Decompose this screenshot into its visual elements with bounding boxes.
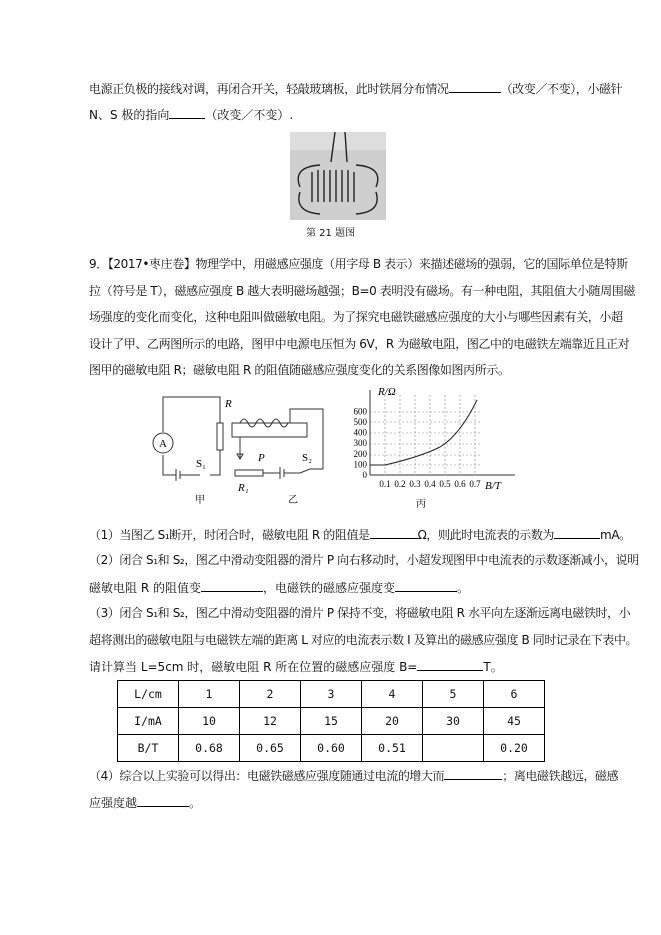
table-row — [118, 708, 545, 735]
x-tick-label: 0.3 — [409, 479, 421, 489]
table-cell: 3 — [301, 681, 362, 708]
table-cell: 20 — [362, 708, 423, 735]
label-yi: 乙 — [288, 495, 298, 506]
q9-part3: （3）闭合 S₁和 S₂，图乙中滑动变阻器的滑片 P 保持不变，将磁敏电阻 R 水平向左逐渐远离电磁铁时，小 — [89, 606, 631, 620]
y-tick-label: 100 — [353, 459, 367, 470]
figure-caption: 第 21 题图 — [306, 228, 356, 239]
s2-label: S₂ — [302, 452, 312, 464]
answer-blank[interactable] — [444, 767, 502, 780]
answer-blank[interactable] — [554, 526, 600, 539]
x-tick-label: 0.5 — [439, 479, 451, 489]
s1-label: S₁ — [196, 458, 206, 470]
y-tick-label: 600 — [353, 406, 367, 417]
table-cell: I/mA — [118, 708, 179, 735]
table-cell: 1 — [179, 681, 240, 708]
table-cell: 12 — [240, 708, 301, 735]
answer-blank[interactable] — [370, 526, 418, 539]
q9-line: 拉（符号是 T），磁感应强度 B 越大表明磁场越强；B=0 表明没有磁场。有一种电阻，其阻值大小随周围磁 — [89, 284, 635, 298]
y-tick-label: 300 — [353, 438, 367, 449]
r-label: R — [225, 398, 232, 410]
table-cell: 45 — [484, 708, 545, 735]
p-label: P — [258, 452, 265, 464]
label-bing: 丙 — [416, 499, 426, 510]
table-row — [118, 681, 545, 708]
x-axis-label: B/T — [485, 480, 501, 492]
table-cell: 30 — [423, 708, 484, 735]
table-cell: 0.60 — [301, 735, 362, 762]
table-row — [118, 735, 545, 762]
y-tick-label: 0 — [362, 470, 367, 480]
q9-line: 场强度的变化而变化，这种电阻叫做磁敏电阻。为了探究电磁铁磁感应强度的大小与哪些因素有关，小超 — [89, 310, 623, 324]
q9-part4: （4）综合以上实验可以得出：电磁铁磁感应强度随通过电流的增大而 ；离电磁铁越远，磁感 — [89, 769, 619, 783]
table-cell: 15 — [301, 708, 362, 735]
table-cell: 6 — [484, 681, 545, 708]
x-tick-label: 0.1 — [379, 479, 391, 489]
q9-line: 图甲的磁敏电阻 R；磁敏电阻 R 的阻值随磁感应强度变化的关系图像如图丙所示。 — [89, 363, 510, 377]
unit-ma: mA。 — [600, 528, 631, 542]
circuit-and-graph-figure — [130, 385, 530, 515]
y-tick-label: 500 — [353, 417, 367, 427]
x-tick-label: 0.6 — [454, 479, 466, 489]
answer-blank[interactable] — [417, 658, 483, 671]
y-axis-label: R/Ω — [378, 386, 396, 398]
q9-part3-question: 请计算当 L=5cm 时，磁敏电阻 R 所在位置的磁感应强度 B= T。 — [89, 660, 503, 674]
table-cell: 4 — [362, 681, 423, 708]
q9-part1: （1）当图乙 S₁断开，时闭合时，磁敏电阻 R 的阻值是 Ω，则此时电流表的示数为 mA。 — [89, 528, 631, 542]
table-cell: L/cm — [118, 681, 179, 708]
q9-part4-cont: 应强度越 。 — [89, 796, 202, 810]
answer-blank[interactable] — [137, 794, 189, 807]
table-cell: 0.51 — [362, 735, 423, 762]
q8-line2: N、S 极的指向 （改变／不变）. — [89, 108, 294, 122]
q9-part2-cont: 磁敏电阻 R 的阻值变 ，电磁铁的磁感应强度变 。 — [89, 581, 469, 595]
q9-part3-cont: 超将测出的磁敏电阻与电磁铁左端的距离 L 对应的电流表示数 I 及算出的磁感应强度 B 同时记录在下表中。 — [89, 633, 638, 647]
q9-part2: （2）闭合 S₁和 S₂，图乙中滑动变阻器的滑片 P 向右移动时，小超发现图甲中电流表的示数逐渐减小，说明 — [89, 553, 639, 567]
answer-blank[interactable] — [449, 80, 501, 93]
answer-blank[interactable] — [395, 579, 457, 592]
q9-line: 设计了甲、乙两图所示的电路，图甲中电源电压恒为 6V，R 为磁敏电阻，图乙中的电磁铁左端靠近且正对 — [89, 337, 630, 351]
x-tick-label: 0.7 — [469, 479, 481, 489]
table-cell: 2 — [240, 681, 301, 708]
table-cell: 0.20 — [484, 735, 545, 762]
x-tick-label: 0.2 — [394, 479, 406, 489]
table-cell: 0.68 — [179, 735, 240, 762]
label-jia: 甲 — [195, 495, 205, 506]
answer-blank[interactable] — [169, 106, 205, 119]
r1-label: R₁ — [238, 482, 249, 494]
y-tick-label: 200 — [353, 448, 367, 459]
table-cell — [423, 735, 484, 762]
data-table — [117, 680, 545, 762]
table-cell: B/T — [118, 735, 179, 762]
iron-filings-solenoid-image — [290, 132, 386, 220]
table-cell: 0.65 — [240, 735, 301, 762]
y-tick-label: 400 — [353, 427, 367, 438]
q8-line1: 电源正负极的接线对调，再闭合开关，轻敲玻璃板，此时铁屑分布情况 （改变／不变），小磁针 — [89, 82, 623, 96]
q9-line: 9．【2017•枣庄卷】物理学中，用磁感应强度（用字母 B 表示）来描述磁场的强弱，它的国际单位是特斯 — [89, 257, 628, 271]
table-cell: 5 — [423, 681, 484, 708]
table-cell: 10 — [179, 708, 240, 735]
ammeter-label: A — [159, 438, 167, 450]
answer-blank[interactable] — [201, 579, 263, 592]
x-tick-label: 0.4 — [424, 479, 436, 489]
